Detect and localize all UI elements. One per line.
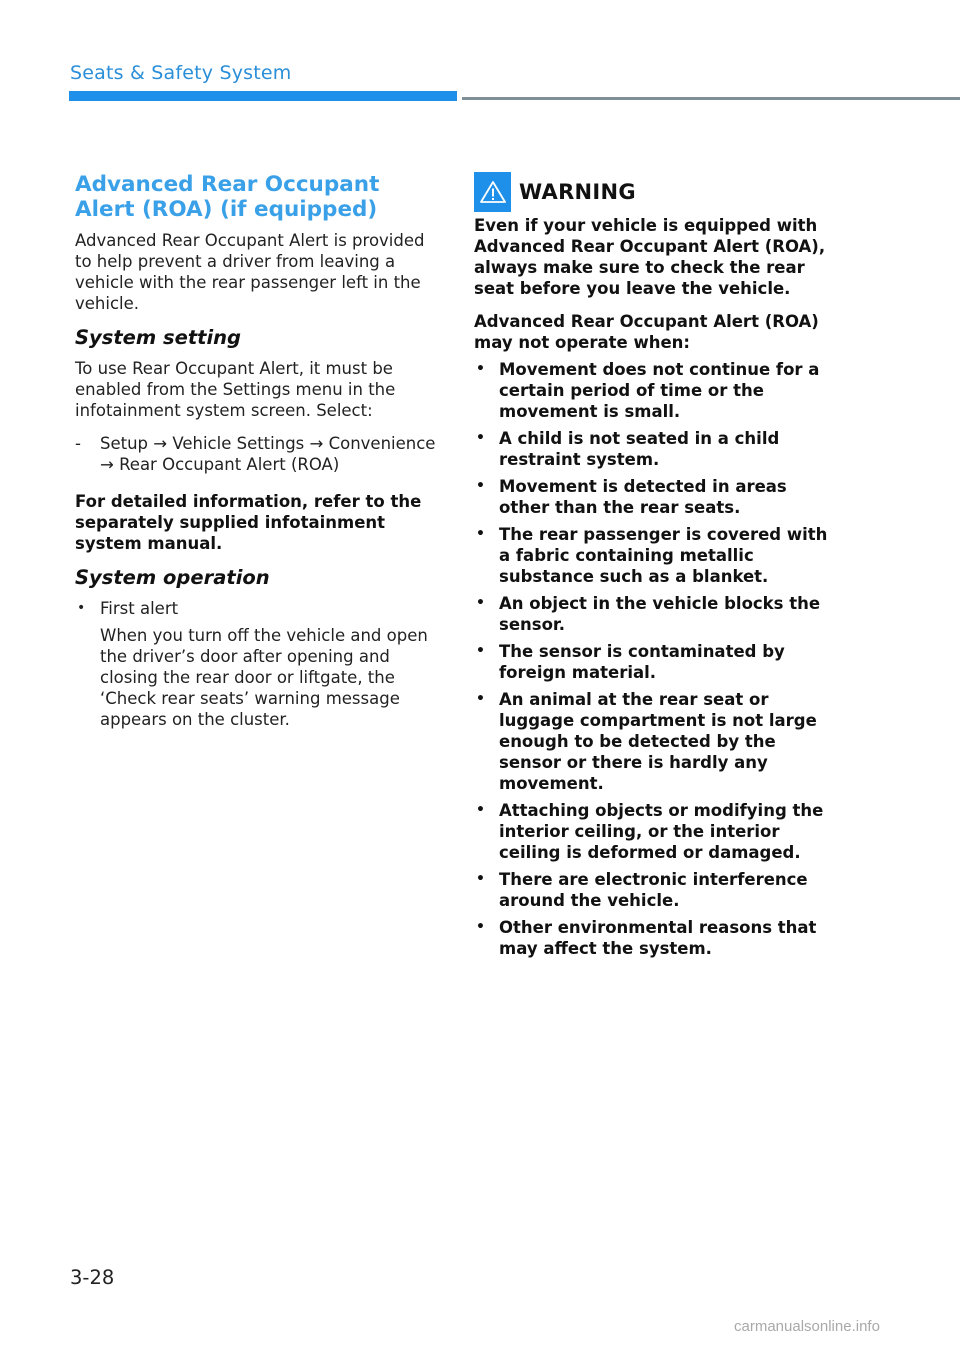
list-item-text: Movement is detected in areas other than the rear seats. bbox=[499, 477, 787, 517]
bullet-marker: • bbox=[476, 595, 485, 611]
warning-intro: Even if your vehicle is equipped with Advanced Rear Occupant Alert (ROA), always make sure to check the rear seat before you leave the vehicle. bbox=[474, 216, 826, 298]
bullet-marker: • bbox=[476, 526, 485, 542]
list-item-text: Movement does not continue for a certain period of time or the movement is small. bbox=[499, 360, 820, 421]
intro-paragraph: Advanced Rear Occupant Alert is provided to help prevent a driver from leaving a vehicle with the rear passenger left in the vehicle. bbox=[75, 231, 425, 313]
list-item-text: Attaching objects or modifying the interior ceiling, or the interior ceiling is deformed or damaged. bbox=[499, 801, 824, 862]
bullet-marker: • bbox=[476, 802, 485, 818]
warning-conditions-list bbox=[474, 359, 836, 959]
warning-column bbox=[474, 172, 836, 965]
bullet-marker: • bbox=[476, 430, 485, 446]
first-alert-description: When you turn off the vehicle and open the driver’s door after opening and closing the rear door or liftgate, the ‘Check rear seats’ warning message appears on the cluster. bbox=[100, 626, 428, 729]
settings-path-item bbox=[75, 433, 440, 475]
bullet-marker: • bbox=[476, 361, 485, 377]
dash-marker: - bbox=[75, 434, 81, 453]
main-heading: Advanced Rear Occupant Alert (ROA) (if equipped) bbox=[75, 172, 380, 222]
warning-conditions-intro: Advanced Rear Occupant Alert (ROA) may not operate when: bbox=[474, 312, 819, 352]
section-title: Seats & Safety System bbox=[70, 62, 292, 84]
first-alert-label: First alert bbox=[100, 599, 179, 618]
page-number: 3-28 bbox=[70, 1266, 115, 1289]
list-item bbox=[474, 689, 836, 794]
settings-path-text: Setup → Vehicle Settings → Convenience → Rear Occupant Alert (ROA) bbox=[100, 434, 436, 474]
list-item bbox=[474, 641, 836, 683]
left-column bbox=[75, 172, 440, 730]
list-item bbox=[474, 917, 836, 959]
list-item bbox=[474, 428, 836, 470]
watermark: carmanualsonline.info bbox=[734, 1318, 880, 1335]
list-item bbox=[474, 476, 836, 518]
bullet-marker: • bbox=[476, 478, 485, 494]
warning-header bbox=[474, 172, 836, 212]
list-item-text: There are electronic interference around the vehicle. bbox=[499, 870, 808, 910]
setting-paragraph: To use Rear Occupant Alert, it must be enabled from the Settings menu in the infotainment system screen. Select: bbox=[75, 359, 396, 420]
list-item bbox=[474, 524, 836, 587]
first-alert-item bbox=[75, 598, 440, 619]
warning-triangle-icon bbox=[474, 172, 511, 212]
list-item bbox=[474, 800, 836, 863]
bullet-marker: • bbox=[77, 600, 86, 616]
list-item-text: An animal at the rear seat or luggage compartment is not large enough to be detected by the sensor or there is hardly any movement. bbox=[499, 690, 817, 793]
list-item-text: The rear passenger is covered with a fabric containing metallic substance such as a blanket. bbox=[499, 525, 828, 586]
bullet-marker: • bbox=[476, 643, 485, 659]
bullet-marker: • bbox=[476, 871, 485, 887]
list-item bbox=[474, 869, 836, 911]
list-item-text: The sensor is contaminated by foreign material. bbox=[499, 642, 785, 682]
warning-label: WARNING bbox=[519, 180, 636, 204]
list-item-text: A child is not seated in a child restraint system. bbox=[499, 429, 780, 469]
bullet-marker: • bbox=[476, 919, 485, 935]
list-item-text: Other environmental reasons that may affect the system. bbox=[499, 918, 817, 958]
header-rule-gray bbox=[462, 97, 960, 100]
header-rule-blue bbox=[69, 91, 457, 101]
list-item-text: An object in the vehicle blocks the sensor. bbox=[499, 594, 821, 634]
list-item bbox=[474, 359, 836, 422]
system-setting-heading: System setting bbox=[75, 326, 242, 349]
setting-note: For detailed information, refer to the separately supplied infotainment system manual. bbox=[75, 492, 422, 553]
list-item bbox=[474, 593, 836, 635]
bullet-marker: • bbox=[476, 691, 485, 707]
system-operation-heading: System operation bbox=[75, 566, 270, 589]
